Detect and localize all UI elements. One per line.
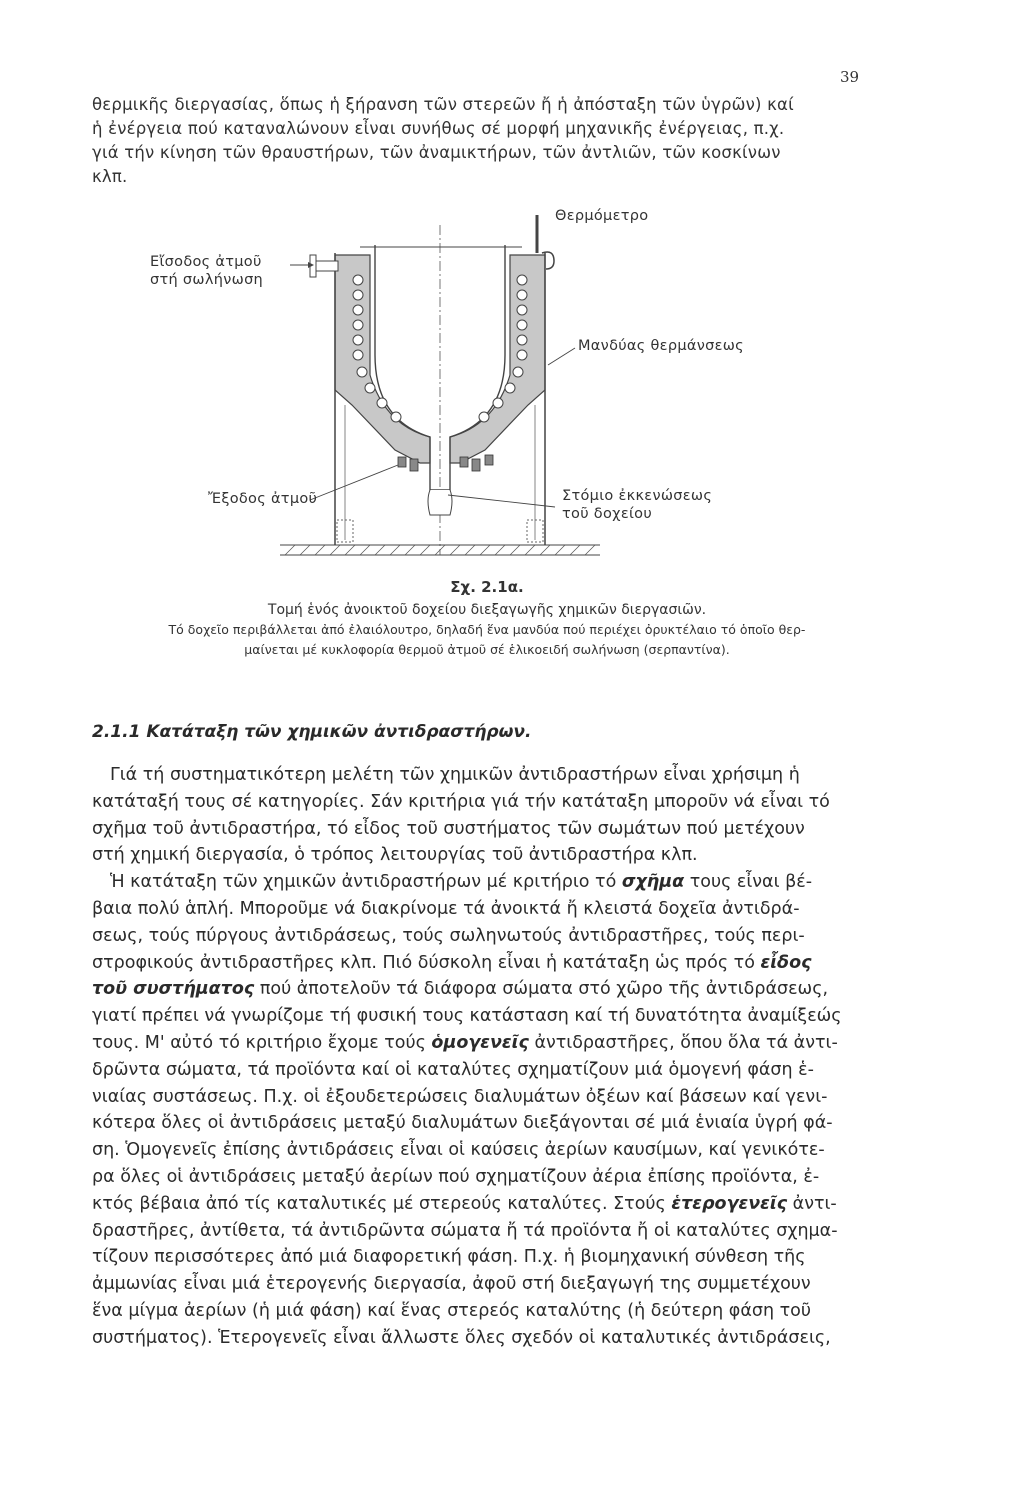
steam-outlet-label: Ἔξοδος ἀτμοῦ [208,491,318,507]
drain-outlet-label: Στόμιο ἐκκενώσεως [562,488,713,504]
body-paragraphs [92,762,882,1352]
text-line: ἡ ἐνέργεια πού καταναλώνουν εἶναι συνήθως σέ μορφή μηχανικῆς ἐνέργειας, π.χ. [92,119,785,138]
text-run: κτός βέβαια ἀπό τίς καταλυτικές μέ στερεούς καταλύτες. Στούς [92,1193,672,1214]
figure-description-line2: μαίνεται μέ κυκλοφορία θερμοῦ ἀτμοῦ σέ ἑλικοειδή σωλήνωση (σερπαντίνα). [244,642,730,657]
figure-description: Τό δοχεῖο περιβάλλεται ἀπό ἐλαιόλουτρο, δηλαδή ἕνα μανδύα πού περιέχει ὀρυκτέλαιο τό ὁποῖο θερ- [168,622,806,637]
text-line [92,1030,882,1057]
text-run: ἀντιδραστῆρες, ὅπου ὅλα τά ἀντι- [528,1032,838,1053]
drain-outlet-label-line2: τοῦ δοχείου [562,506,653,522]
text-run: τους εἶναι βέ- [684,872,813,893]
emphasis-term: ὁμογενεῖς [431,1032,529,1053]
text-line: ἕνα μίγμα ἀερίων (ἡ μιά φάση) καί ἕνας στερεός καταλύτης (ἡ δεύτερη φάση τοῦ [92,1300,812,1321]
figure-number: Σχ. 2.1α. [450,578,524,596]
text-run: ἀντι- [787,1193,837,1214]
text-line: συστήματος). Ἑτερογενεῖς εἶναι ἄλλωστε ὅλες σχεδόν οἱ καταλυτικές ἀντιδράσεις, [92,1327,831,1348]
text-run: πού ἀποτελοῦν τά διάφορα σώματα στό χῶρο τῆς ἀντιδράσεως, [254,979,829,1000]
text-line: κλπ. [92,167,128,186]
text-line: κότερα ὅλες οἱ ἀντιδράσεις μεταξύ διαλυμάτων διεξάγονται σέ μιά ἑνιαία ὑγρή φά- [92,1113,833,1134]
text-line: γιά τήν κίνηση τῶν θραυστήρων, τῶν ἀναμικτήρων, τῶν ἀντλιῶν, τῶν κοσκίνων [92,143,781,162]
text-line: δρῶντα σώματα, τά προϊόντα καί οἱ καταλύτες σχηματίζουν μιά ὁμογενή φάση ἑ- [92,1059,814,1080]
text-line [92,1191,882,1218]
text-line: ἀμμωνίας εἶναι μιά ἑτερογενής διεργασία, ἀφοῦ στή διεξαγωγή της συμμετέχουν [92,1274,811,1295]
text-line: ση. Ὁμογενεῖς ἐπίσης ἀντιδράσεις εἶναι οἱ καύσεις ἀερίων καυσίμων, καί γενικότε- [92,1140,825,1161]
text-line: στή χημική διεργασία, ὁ τρόπος λειτουργίας τοῦ ἀντιδραστήρα κλπ. [92,845,698,866]
reactor-vessel-figure [130,205,830,565]
figure-title: Τομή ἑνός ἀνοικτοῦ δοχείου διεξαγωγῆς χημικῶν διεργασιῶν. [267,602,707,618]
emphasis-term: εἶδος [760,952,812,973]
section-number: 2.1.1 [92,722,141,742]
emphasis-term: σχῆμα [621,872,685,893]
figure-caption [92,578,882,660]
intro-paragraph [92,93,882,189]
text-line: κατάταξή τους σέ κατηγορίες. Σάν κριτήρια γιά τήν κατάταξη μποροῦν νά εἶναι τό [92,791,830,812]
emphasis-term: ἑτερογενεῖς [671,1193,788,1214]
text-run: τους. Μ' αὐτό τό κριτήριο ἔχομε τούς [92,1032,432,1053]
text-line: δραστῆρες, ἀντίθετα, τά ἀντιδρῶντα σώματα ἤ τά προϊόντα ἤ οἱ καταλύτες σχημα- [92,1220,838,1241]
text-run: Ἡ κατάταξη τῶν χημικῶν ἀντιδραστήρων μέ κριτήριο τό [110,872,622,893]
steam-inlet-label-line2: στή σωλήνωση [150,272,264,288]
text-line: Γιά τή συστηματικότερη μελέτη τῶν χημικῶν ἀντιδραστήρων εἶναι χρήσιμη ἡ [110,765,800,785]
text-line: σχῆμα τοῦ ἀντιδραστήρα, τό εἶδος τοῦ συστήματος τῶν σωμάτων πού μετέχουν [92,818,805,839]
steam-inlet-label: Εἴσοδος ἀτμοῦ [150,254,262,270]
heating-jacket-label: Μανδύας θερμάνσεως [578,338,744,354]
text-line: νιαίας συστάσεως. Π.χ. οἱ ἐξουδετερώσεις διαλυμάτων ὀξέων καί βάσεων καί γενι- [92,1086,828,1107]
text-line: γιατί πρέπει νά γνωρίζομε τή φυσική τους κατάσταση καί τή δυνατότητα ἀναμίξεώς [92,1006,842,1027]
section-heading [92,722,531,742]
text-line: θερμικῆς διεργασίας, ὅπως ἡ ξήρανση τῶν στερεῶν ἤ ἡ ἀπόσταξη τῶν ὑγρῶν) καί [92,95,794,114]
page-number: 39 [840,68,860,86]
emphasis-term: τοῦ συστήματος [92,979,255,1000]
text-line: σεως, τούς πύργους ἀντιδράσεως, τούς σωληνωτούς ἀντιδραστῆρες, τούς περι- [92,925,805,946]
text-line [92,869,882,896]
text-line: ρα ὅλες οἱ ἀντιδράσεις μεταξύ ἀερίων πού σχηματίζουν ἀέρια ἐπίσης προϊόντα, ἐ- [92,1166,820,1187]
section-title: Κατάταξη τῶν χημικῶν ἀντιδραστήρων. [146,722,532,742]
text-line [92,950,882,977]
text-run: στροφικούς ἀντιδραστῆρες κλπ. Πιό δύσκολη εἶναι ἡ κατάταξη ὡς πρός τό [92,952,761,973]
text-line [92,976,882,1003]
text-line: βαια πολύ ἁπλή. Μποροῦμε νά διακρίνομε τά ἀνοικτά ἤ κλειστά δοχεῖα ἀντιδρά- [92,898,800,919]
thermometer-label: Θερμόμετρο [555,208,649,224]
text-line: τίζουν περισσότερες ἀπό μιά διαφορετική φάση. Π.χ. ἡ βιομηχανική σύνθεση τῆς [92,1247,806,1268]
